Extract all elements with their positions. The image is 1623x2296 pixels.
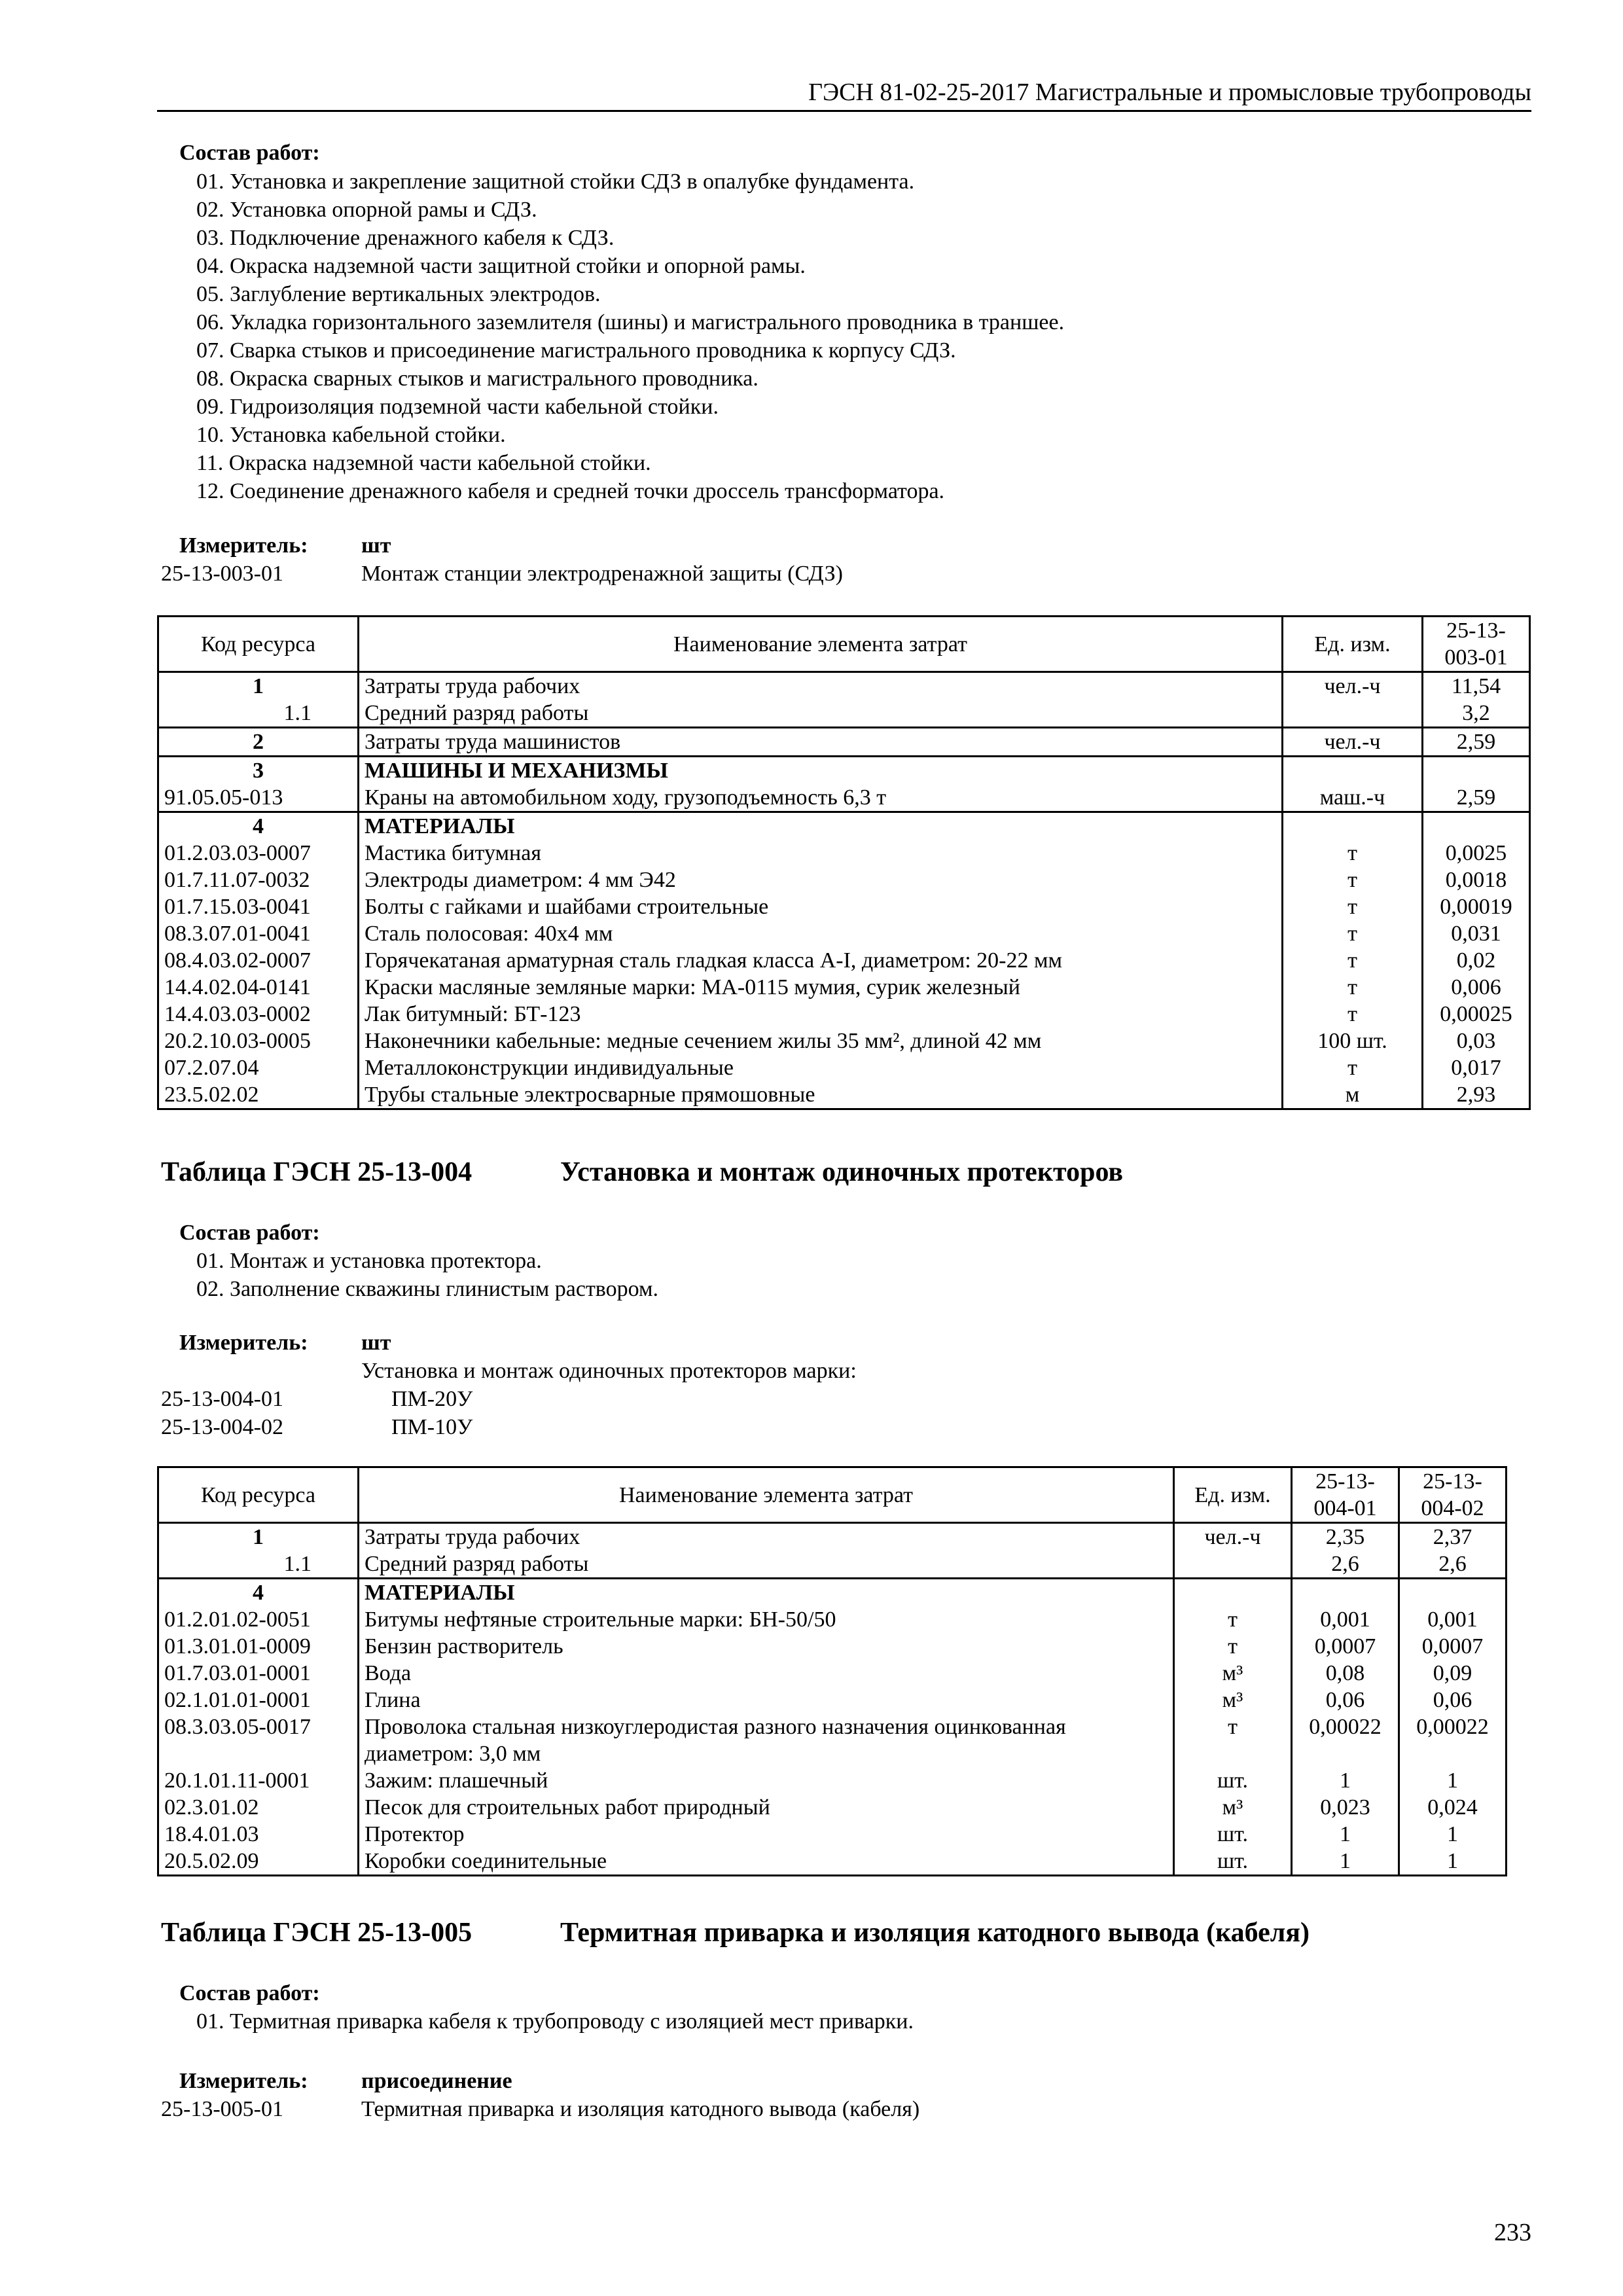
resource-name: [359, 1848, 1174, 1876]
work-composition-title: Состав работ:: [179, 1221, 320, 1245]
resource-name-text: диаметром: 3,0 мм: [365, 1742, 541, 1766]
table-row: [158, 784, 1530, 812]
norm-value: 0,024: [1399, 1794, 1507, 1821]
resource-code: 01.7.03.01-0001: [158, 1660, 359, 1687]
unit: т: [1174, 1606, 1292, 1633]
resource-name: [359, 840, 1283, 867]
resource-name: [359, 1633, 1174, 1660]
unit: [1283, 812, 1423, 840]
header-norm: 25-13- 004-01: [1292, 1467, 1399, 1523]
resource-code: 20.1.01.11-0001: [158, 1767, 359, 1794]
norm-intro-row: [161, 1357, 857, 1385]
resource-name-text: Проволока стальная низкоуглеродистая разного назначения оцинкованная: [365, 1715, 1066, 1739]
resource-name: [359, 1523, 1174, 1551]
table-row: [158, 700, 1530, 728]
norm-value: 2,35: [1292, 1523, 1399, 1551]
resource-name-text: Краны на автомобильном ходу, грузоподъемность 6,3 т: [365, 785, 887, 810]
unit: шт.: [1174, 1767, 1292, 1794]
unit: т: [1174, 1633, 1292, 1660]
table-title: Термитная приварка и изоляция катодного вывода (кабеля): [560, 1918, 1310, 1948]
table-row: [158, 867, 1530, 893]
work-item: 11. Окраска надземной части кабельной стойки.: [196, 451, 651, 475]
resource-name-text: Болты с гайками и шайбами строительные: [365, 895, 769, 919]
work-item: 04. Окраска надземной части защитной стойки и опорной рамы.: [196, 254, 806, 278]
norm-value: 0,031: [1423, 920, 1530, 947]
header-unit: Ед. изм.: [1283, 617, 1423, 672]
norm-value: 2,6: [1399, 1551, 1507, 1579]
unit: [1174, 1551, 1292, 1579]
unit: т: [1283, 893, 1423, 920]
unit: т: [1283, 840, 1423, 867]
meter-label: Измеритель:: [179, 533, 308, 558]
work-item: 02. Установка опорной рамы и СДЗ.: [196, 198, 537, 222]
running-header: ГЭСН 81-02-25-2017 Магистральные и промысловые трубопроводы: [157, 77, 1531, 112]
resource-name: [359, 1001, 1283, 1028]
norm-value: 0,0025: [1423, 840, 1530, 867]
resource-name-text: Средний разряд работы: [365, 1552, 589, 1576]
norm-value: 1: [1399, 1848, 1507, 1876]
resource-name: [359, 1660, 1174, 1687]
work-composition-title: Состав работ:: [179, 1981, 320, 2005]
unit: м: [1283, 1081, 1423, 1109]
work-list: [196, 2007, 914, 2036]
resource-code: 20.2.10.03-0005: [158, 1028, 359, 1054]
work-item: 12. Соединение дренажного кабеля и средней точки дроссель трансформатора.: [196, 479, 945, 503]
meter-label: Измеритель:: [179, 1331, 308, 1355]
resource-name: [359, 1054, 1283, 1081]
norm-value: 0,02: [1423, 947, 1530, 974]
norm-value: [1399, 1579, 1507, 1607]
norm-value: [1292, 1579, 1399, 1607]
norm-code: 25-13-005-01: [161, 2097, 283, 2121]
header-code: Код ресурса: [158, 1467, 359, 1523]
table-code: Таблица ГЭСН 25-13-005: [161, 1918, 473, 1948]
work-list: [196, 168, 1064, 505]
resource-name-text: Коробки соединительные: [365, 1849, 607, 1873]
resource-name-text: Горячекатаная арматурная сталь гладкая класса А-I, диаметром: 20-22 мм: [365, 948, 1063, 973]
resource-name-text: Битумы нефтяные строительные марки: БН-50/50: [365, 1607, 836, 1632]
unit: [1174, 1579, 1292, 1607]
table-row: [158, 1081, 1530, 1109]
norm-value: 0,00025: [1423, 1001, 1530, 1028]
table-row: [158, 672, 1530, 700]
resource-name: [359, 1821, 1174, 1848]
resource-code: 02.1.01.01-0001: [158, 1687, 359, 1713]
norm-value: 0,00022: [1399, 1713, 1507, 1767]
resource-name: [359, 812, 1283, 840]
table-row: [158, 1054, 1530, 1081]
table-heading-2: [161, 1158, 1123, 1187]
resource-code: 01.7.11.07-0032: [158, 867, 359, 893]
resource-code: 14.4.03.03-0002: [158, 1001, 359, 1028]
resource-name: [359, 893, 1283, 920]
work-item: 01. Монтаж и установка протектора.: [196, 1249, 542, 1273]
resource-code: 20.5.02.09: [158, 1848, 359, 1876]
resource-code: 1: [158, 1523, 359, 1551]
unit: м³: [1174, 1794, 1292, 1821]
resource-name: [359, 947, 1283, 974]
table-row: [158, 1633, 1507, 1660]
resource-name-text: Бензин растворитель: [365, 1634, 563, 1659]
work-item: 05. Заглубление вертикальных электродов.: [196, 282, 601, 306]
table-row: [158, 974, 1530, 1001]
unit: т: [1283, 947, 1423, 974]
norm-row: [161, 1413, 473, 1441]
unit: 100 шт.: [1283, 1028, 1423, 1054]
unit: чел.-ч: [1174, 1523, 1292, 1551]
norm-value: 0,00019: [1423, 893, 1530, 920]
work-item: 06. Укладка горизонтального заземлителя (шины) и магистрального проводника в траншее.: [196, 310, 1065, 334]
resource-code: 01.2.01.02-0051: [158, 1606, 359, 1633]
meter-value: шт: [361, 533, 391, 558]
norm-name: Монтаж станции электродренажной защиты (СДЗ): [361, 562, 843, 586]
resource-name: [359, 1579, 1174, 1607]
resource-name: [359, 784, 1283, 812]
norm-value: 0,08: [1292, 1660, 1399, 1687]
header-unit: Ед. изм.: [1174, 1467, 1292, 1523]
resource-name-text: Краски масляные земляные марки: МА-0115 мумия, сурик железный: [365, 975, 1020, 999]
resource-code: 23.5.02.02: [158, 1081, 359, 1109]
norm-row: [161, 1385, 473, 1413]
norm-value: 0,03: [1423, 1028, 1530, 1054]
header-norm: 25-13- 004-02: [1399, 1467, 1507, 1523]
resource-name-text: Затраты труда рабочих: [365, 674, 580, 698]
resource-code: 01.2.03.03-0007: [158, 840, 359, 867]
norm-intro: Установка и монтаж одиночных протекторов марки:: [361, 1359, 857, 1383]
unit: т: [1283, 1054, 1423, 1081]
resource-name: [359, 1794, 1174, 1821]
norm-code: 25-13-004-01: [161, 1387, 283, 1411]
table-row: [158, 1551, 1507, 1579]
meter-row: [161, 531, 391, 560]
norm-value: 0,017: [1423, 1054, 1530, 1081]
resource-code: 1.1: [158, 700, 359, 728]
work-list: [196, 1247, 658, 1303]
resource-name-text: МАШИНЫ И МЕХАНИЗМЫ: [365, 759, 668, 783]
norm-value: 0,06: [1292, 1687, 1399, 1713]
unit: т: [1283, 920, 1423, 947]
resource-name: [359, 1713, 1174, 1767]
unit: [1283, 700, 1423, 728]
header-norm: 25-13- 003-01: [1423, 617, 1530, 672]
table-row: [158, 920, 1530, 947]
norm-code: 25-13-004-02: [161, 1415, 283, 1439]
resource-name-text: МАТЕРИАЛЫ: [365, 814, 515, 838]
norm-name: ПМ-10У: [391, 1415, 473, 1439]
table-title: Установка и монтаж одиночных протекторов: [560, 1157, 1124, 1187]
work-composition-title: Состав работ:: [179, 141, 320, 165]
unit: м³: [1174, 1687, 1292, 1713]
resource-name: [359, 1081, 1283, 1109]
resource-name: [359, 757, 1283, 785]
meter-label: Измеритель:: [179, 2069, 308, 2093]
norm-value: 0,0007: [1292, 1633, 1399, 1660]
table-row: [158, 1687, 1507, 1713]
header-name: Наименование элемента затрат: [359, 1467, 1174, 1523]
resource-name-text: Протектор: [365, 1822, 465, 1846]
resource-name: [359, 672, 1283, 700]
norm-value: 0,00022: [1292, 1713, 1399, 1767]
table-row: [158, 757, 1530, 785]
resource-name: [359, 1687, 1174, 1713]
norm-value: 0,06: [1399, 1687, 1507, 1713]
table-row: [158, 812, 1530, 840]
norm-value: 2,6: [1292, 1551, 1399, 1579]
resource-name-text: Электроды диаметром: 4 мм Э42: [365, 868, 676, 892]
unit: чел.-ч: [1283, 672, 1423, 700]
resource-code: 01.7.15.03-0041: [158, 893, 359, 920]
norm-value: 2,59: [1423, 728, 1530, 757]
norm-value: 1: [1292, 1767, 1399, 1794]
norm-row: [161, 2095, 919, 2123]
table-row: [158, 1821, 1507, 1848]
unit: шт.: [1174, 1848, 1292, 1876]
norm-value: 0,023: [1292, 1794, 1399, 1821]
resource-name: [359, 1606, 1174, 1633]
norm-value: 0,09: [1399, 1660, 1507, 1687]
norm-value: 0,006: [1423, 974, 1530, 1001]
norm-name: ПМ-20У: [391, 1387, 473, 1411]
unit: т: [1283, 867, 1423, 893]
resource-name-text: МАТЕРИАЛЫ: [365, 1581, 515, 1605]
resource-name-text: Трубы стальные электросварные прямошовные: [365, 1083, 815, 1107]
unit: т: [1283, 1001, 1423, 1028]
norm-value: 1: [1399, 1767, 1507, 1794]
work-item: 07. Сварка стыков и присоединение магистрального проводника к корпусу СДЗ.: [196, 338, 956, 363]
resource-code: 02.3.01.02: [158, 1794, 359, 1821]
norm-value: 0,0007: [1399, 1633, 1507, 1660]
norm-value: 0,0018: [1423, 867, 1530, 893]
resource-name: [359, 920, 1283, 947]
table-row: [158, 1848, 1507, 1876]
resource-name-text: Глина: [365, 1688, 421, 1712]
work-item: 09. Гидроизоляция подземной части кабельной стойки.: [196, 395, 719, 419]
resource-code: 1: [158, 672, 359, 700]
resource-name-text: Затраты труда машинистов: [365, 730, 621, 754]
unit: [1283, 757, 1423, 785]
table-row: [158, 840, 1530, 867]
work-item: 01. Термитная приварка кабеля к трубопроводу с изоляцией мест приварки.: [196, 2009, 914, 2034]
norm-value: 2,37: [1399, 1523, 1507, 1551]
resource-name-text: Зажим: плашечный: [365, 1768, 548, 1793]
unit: т: [1174, 1713, 1292, 1767]
resource-name-text: Песок для строительных работ природный: [365, 1795, 770, 1820]
resource-name-text: Сталь полосовая: 40х4 мм: [365, 922, 613, 946]
table-row: [158, 947, 1530, 974]
resource-name: [359, 1767, 1174, 1794]
table-row: [158, 1660, 1507, 1687]
norm-value: 3,2: [1423, 700, 1530, 728]
table-row: [158, 1794, 1507, 1821]
norm-name: Термитная приварка и изоляция катодного вывода (кабеля): [361, 2097, 920, 2121]
resource-name-text: Лак битумный: БТ-123: [365, 1002, 581, 1026]
header-name: Наименование элемента затрат: [359, 617, 1283, 672]
norm-value: 1: [1292, 1821, 1399, 1848]
resource-code: 08.4.03.02-0007: [158, 947, 359, 974]
table-row: [158, 1767, 1507, 1794]
resource-name-text: Наконечники кабельные: медные сечением жилы 35 мм², длиной 42 мм: [365, 1029, 1042, 1053]
resource-code: 4: [158, 1579, 359, 1607]
unit: чел.-ч: [1283, 728, 1423, 757]
resource-table-2: [157, 1466, 1507, 1876]
resource-code: 14.4.02.04-0141: [158, 974, 359, 1001]
norm-value: 2,59: [1423, 784, 1530, 812]
norm-value: 1: [1399, 1821, 1507, 1848]
table-row: [158, 893, 1530, 920]
resource-table-1: [157, 615, 1531, 1110]
resource-code: 18.4.01.03: [158, 1821, 359, 1848]
unit: м³: [1174, 1660, 1292, 1687]
unit: т: [1283, 974, 1423, 1001]
resource-code: 91.05.05-013: [158, 784, 359, 812]
norm-value: [1423, 757, 1530, 785]
table-row: [158, 728, 1530, 757]
resource-name-text: Затраты труда рабочих: [365, 1525, 580, 1549]
resource-name: [359, 867, 1283, 893]
work-item: 08. Окраска сварных стыков и магистрального проводника.: [196, 367, 758, 391]
norm-code: 25-13-003-01: [161, 562, 283, 586]
unit: маш.-ч: [1283, 784, 1423, 812]
work-item: 02. Заполнение скважины глинистым раствором.: [196, 1277, 658, 1301]
norm-value: 0,001: [1292, 1606, 1399, 1633]
work-item: 01. Установка и закрепление защитной стойки СДЗ в опалубке фундамента.: [196, 170, 915, 194]
resource-code: 2: [158, 728, 359, 757]
table-heading-3: [161, 1919, 1310, 1947]
resource-name: [359, 1551, 1174, 1579]
resource-name: [359, 728, 1283, 757]
norm-value: 1: [1292, 1848, 1399, 1876]
norm-value: 0,001: [1399, 1606, 1507, 1633]
resource-name-text: Вода: [365, 1661, 412, 1685]
meter-value: шт: [361, 1331, 391, 1355]
meter-value: присоединение: [361, 2069, 512, 2093]
resource-code: 01.3.01.01-0009: [158, 1633, 359, 1660]
resource-name: [359, 700, 1283, 728]
resource-code: 08.3.07.01-0041: [158, 920, 359, 947]
table-row: [158, 1001, 1530, 1028]
meter-row: [161, 1329, 391, 1357]
header-code: Код ресурса: [158, 617, 359, 672]
norm-value: 11,54: [1423, 672, 1530, 700]
table-code: Таблица ГЭСН 25-13-004: [161, 1157, 473, 1187]
resource-code: 3: [158, 757, 359, 785]
norm-row: [161, 560, 843, 588]
resource-name-text: Средний разряд работы: [365, 701, 589, 725]
table-row: [158, 1579, 1507, 1607]
resource-name-text: Мастика битумная: [365, 841, 541, 865]
meter-row: [161, 2067, 512, 2095]
page-number: 233: [1494, 2219, 1531, 2246]
table-row: [158, 1028, 1530, 1054]
unit: шт.: [1174, 1821, 1292, 1848]
work-item: 10. Установка кабельной стойки.: [196, 423, 506, 447]
resource-name: [359, 1028, 1283, 1054]
work-item: 03. Подключение дренажного кабеля к СДЗ.: [196, 226, 615, 250]
resource-name-text: Металлоконструкции индивидуальные: [365, 1056, 734, 1080]
table-row: [158, 1713, 1507, 1767]
table-row: [158, 1523, 1507, 1551]
norm-value: [1423, 812, 1530, 840]
resource-code: 1.1: [158, 1551, 359, 1579]
resource-code: 08.3.03.05-0017: [158, 1713, 359, 1767]
resource-code: 4: [158, 812, 359, 840]
resource-name: [359, 974, 1283, 1001]
norm-value: 2,93: [1423, 1081, 1530, 1109]
table-row: [158, 1606, 1507, 1633]
resource-code: 07.2.07.04: [158, 1054, 359, 1081]
